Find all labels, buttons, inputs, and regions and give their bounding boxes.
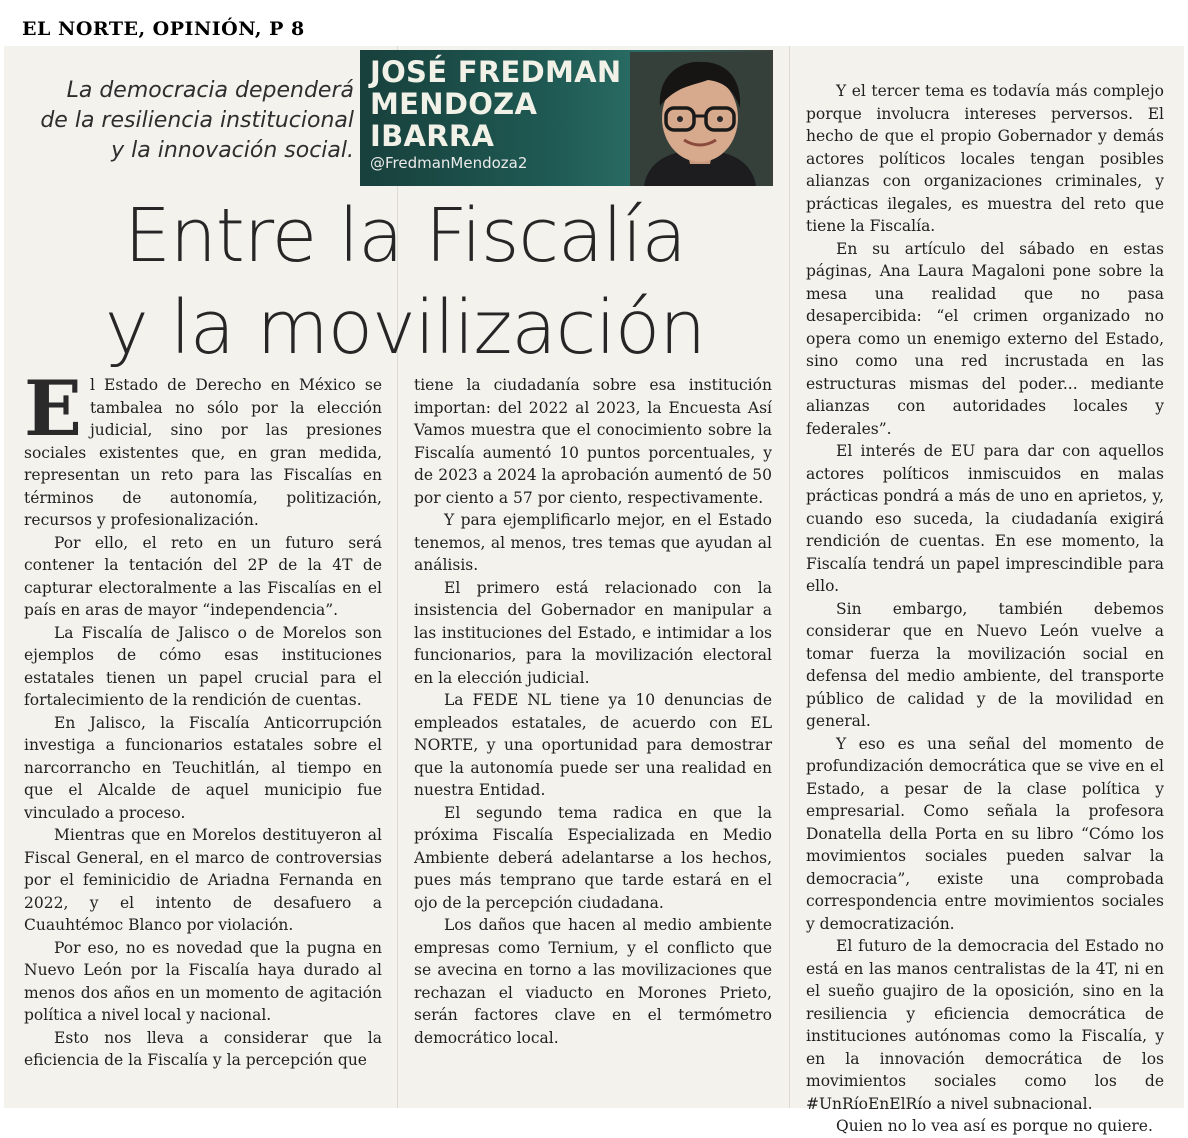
paragraph: tiene la ciudadanía sobre esa institución importan: del 2022 al 2023, la Encuesta Así Vamos muestra que el conocimiento sobre la Fiscalía aumentó 10 puntos porcentuales, y de 2023 a 2024 la aprobación aumentó de 50 por ciento a 57 por ciento, respectivamente. (414, 376, 772, 507)
article-column-3 (806, 80, 1164, 1135)
paragraph: El primero está relacionado con la insistencia del Gobernador en manipular a las instituciones del Estado, e intimidar a los funcionarios, para la movilización electoral en la elección judicial. (414, 578, 772, 687)
paragraph: Los daños que hacen al medio ambiente empresas como Ternium, y el conflicto que se avecina en torno a las movilizaciones que rechazan el viaducto en Morones Prieto, serán factores clave en el termómetro democrático local. (414, 916, 772, 1047)
paragraph: En Jalisco, la Fiscalía Anticorrupción investiga a funcionarios estatales sobre el narcorrancho en Teuchitlán, al tiempo en que el Alcalde de aquel municipio fue vinculado a proceso. (24, 713, 382, 822)
drop-cap: E (24, 364, 82, 453)
paragraph: Sin embargo, también debemos considerar que en Nuevo León vuelve a tomar fuerza la movilización social en defensa del medio ambiente, del transporte público de calidad y de la movilidad en general. (806, 599, 1164, 730)
author-portrait (630, 52, 770, 186)
headline-line: y la movilización (104, 285, 706, 371)
paragraph: En su artículo del sábado en estas páginas, Ana Laura Magaloni pone sobre la mesa una realidad que no pasa desapercibida: “el crimen organizado no opera como un enemigo externo del Estado, sino como una red incrustada en las estructuras mismas del poder... mediante alianzas con autoridades locales y federales”. (806, 239, 1164, 438)
paragraph: Esto nos lleva a considerar que la eficiencia de la Fiscalía y la percepción que (24, 1028, 382, 1069)
paragraph: La FEDE NL tiene ya 10 denuncias de empleados estatales, de acuerdo con EL NORTE, y una oportunidad para demostrar que la autonomía puede ser una realidad en nuestra Entidad. (414, 691, 772, 799)
paragraph: Por eso, no es novedad que la pugna en Nuevo León por la Fiscalía haya durado al menos dos años en un momento de agitación política a nivel local y nacional. (24, 938, 382, 1024)
headline (20, 190, 790, 374)
tagline (14, 76, 354, 166)
paragraph (24, 364, 382, 532)
tagline-line: La democracia dependerá (66, 78, 354, 103)
article-column-2 (414, 374, 772, 1094)
source-label: EL NORTE, OPINIÓN, P 8 (22, 18, 305, 40)
paragraph: Quien no lo vea así es porque no quiere. (836, 1117, 1153, 1135)
paragraph: Mientras que en Morelos destituyeron al Fiscal General, en el marco de controversias por el feminicidio de Ariadna Fernanda en 2022, y el intento de desafuero a Cuauhtémoc Blanco por violación. (24, 826, 382, 934)
article-column-1 (24, 364, 382, 1094)
tagline-line: y la innovación social. (111, 138, 354, 163)
paragraph: Y para ejemplificarlo mejor, en el Estado tenemos, al menos, tres temas que ayudan al análisis. (414, 511, 772, 574)
paragraph: Y eso es una señal del momento de profundización democrática que se vive en el Estado, a pesar de la clase política y empresarial. Como señala la profesora Donatella della Porta en su libro “Cómo los movimientos sociales pueden salvar la democracia”, existe una comprobada correspondencia entre movimientos sociales y democratización. (806, 734, 1164, 933)
paragraph: Por ello, el reto en un futuro será contener la tentación del 2P de la 4T de capturar electoralmente a las Fiscalías en el país en aras de mayor “independencia”. (24, 533, 382, 619)
author-handle: @FredmanMendoza2 (370, 154, 528, 172)
author-name-line: MENDOZA (370, 87, 538, 121)
paragraph-text: l Estado de Derecho en México se tambalea no sólo por la elección judicial, sino por las presiones sociales existentes que, en gran medida, representan un reto para las Fiscalías en términos de autonomía, politización, recursos y profesionalización. (24, 376, 382, 529)
author-name-line: IBARRA (370, 119, 495, 153)
tagline-line: de la resiliencia institucional (40, 108, 354, 133)
paragraph: Y el tercer tema es todavía más complejo porque involucra intereses perversos. El hecho de que el propio Gobernador y demás actores políticos locales tengan posibles alianzas con organizaciones criminales, y prácticas ilegales, es muestra del reto que tiene la Fiscalía. (806, 82, 1164, 235)
author-name-line: JOSÉ FREDMAN (370, 55, 622, 89)
paragraph: El futuro de la democracia del Estado no está en las manos centralistas de la 4T, ni en el sueño guajiro de la oposición, sino en la resiliencia y eficiencia democrática de instituciones autónomas como la Fiscalía, y en la innovación democrática de los movimientos sociales como los de #UnRíoEnElRío a nivel subnacional. (806, 937, 1164, 1113)
author-name (370, 56, 621, 152)
paragraph: El interés de EU para dar con aquellos actores políticos inmiscuidos en malas prácticas pondrá a más de uno en aprietos, y, cuando eso suceda, la ciudadanía exigirá rendición de cuentas. En ese momento, la Fiscalía tendrá un papel imprescindible para ello. (806, 442, 1164, 595)
paragraph: El segundo tema radica en que la próxima Fiscalía Especializada en Medio Ambiente deberá adelantarse a los hechos, pues más temprano que tarde estará en el ojo de la percepción ciudadana. (414, 803, 772, 912)
paragraph: La Fiscalía de Jalisco o de Morelos son ejemplos de cómo esas instituciones estatales tienen un papel crucial para el fortalecimiento de la rendición de cuentas. (24, 623, 382, 709)
headline-line: Entre la Fiscalía (124, 193, 686, 279)
